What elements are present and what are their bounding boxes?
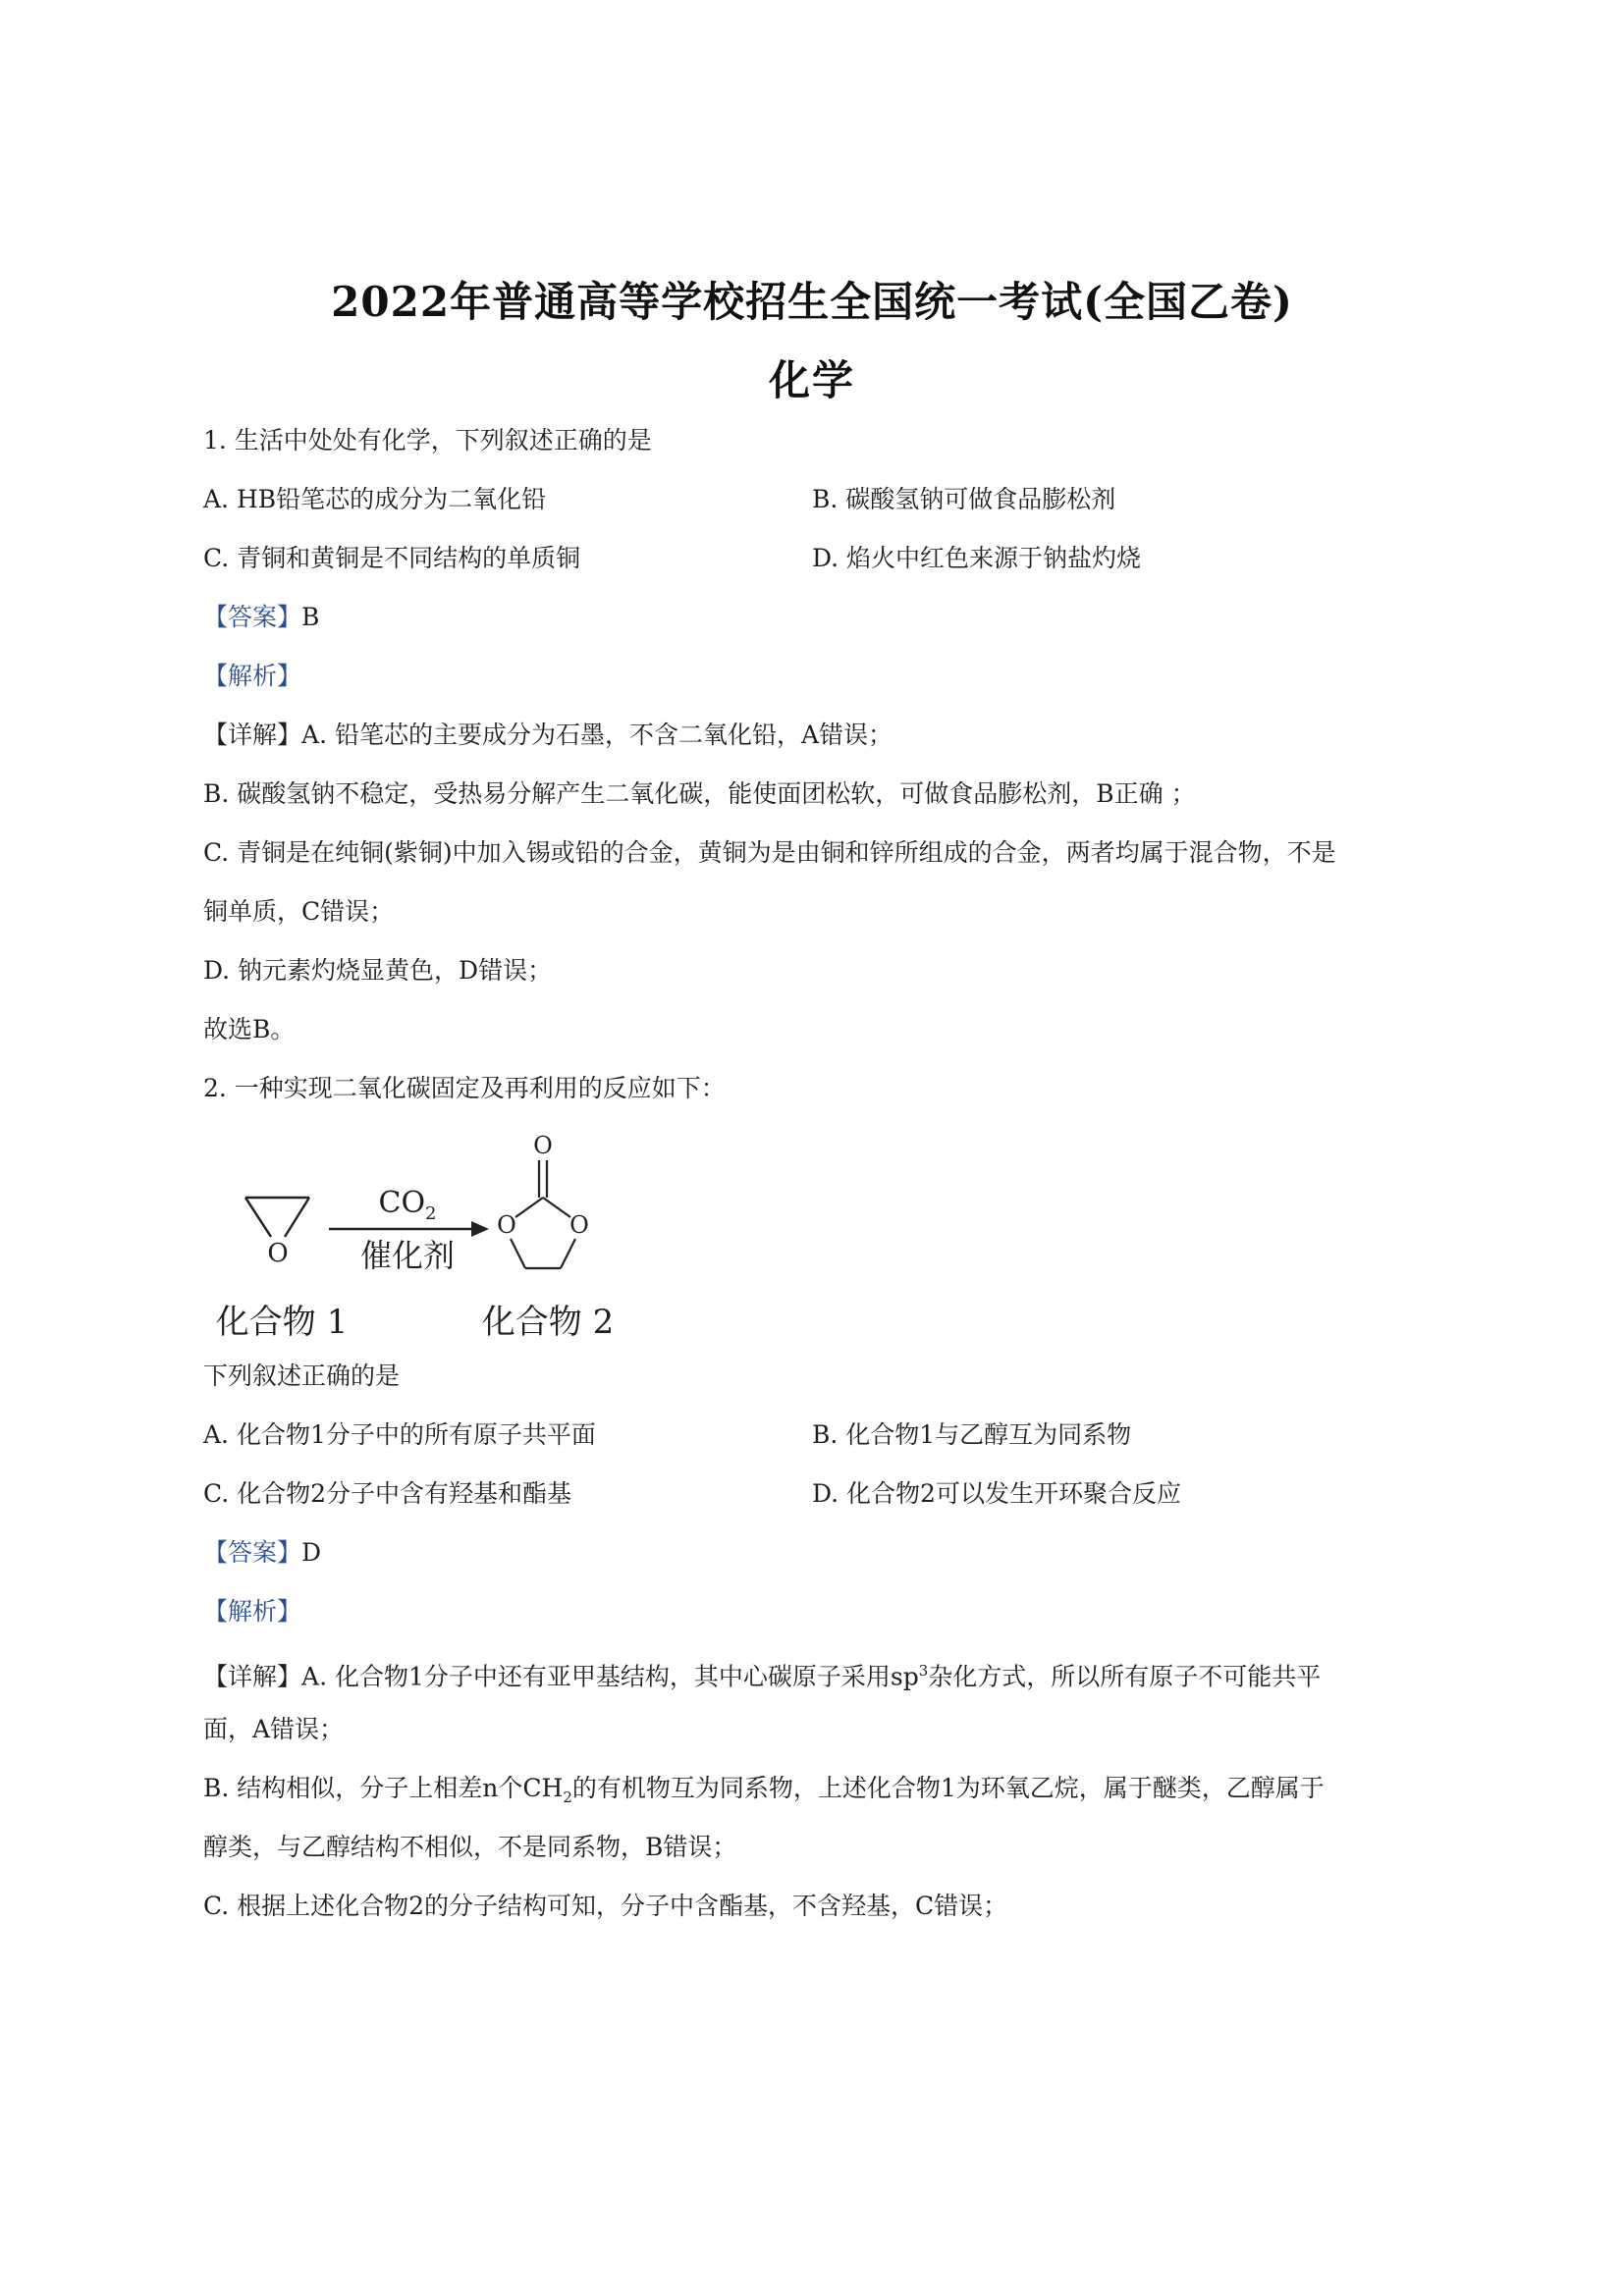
q1-answer [203, 601, 1431, 634]
ring-oxygen-left: O [497, 1211, 516, 1239]
detail-tag: 【详解】 [203, 1662, 302, 1691]
detail-text: A. 铅笔芯的主要成分为石墨，不含二氧化铅，A错误； [301, 721, 893, 749]
q2-option-b: B. 化合物1与乙醇互为同系物 [812, 1420, 1132, 1449]
subscript: 2 [563, 1789, 572, 1806]
carbonyl-oxygen: O [533, 1132, 553, 1159]
q2-detail-b2: 醇类，与乙醇结构不相似，不是同系物，B错误； [203, 1833, 737, 1861]
answer-value: B [301, 603, 320, 631]
q2-stem: 2. 一种实现二氧化碳固定及再利用的反应如下： [203, 1074, 726, 1102]
detail-text: B. 结构相似，分子上相差n个CH [203, 1774, 564, 1802]
compound2-label: 化合物 2 [481, 1303, 615, 1342]
compound1-oxygen: O [267, 1239, 289, 1268]
q2-option-a: A. 化合物1分子中的所有原子共平面 [203, 1420, 596, 1449]
q2-detail-b1 [203, 1772, 1431, 1814]
q1-detail-c2: 铜单质，C错误； [203, 897, 395, 926]
detail-text: 的有机物互为同系物，上述化合物1为环氧乙烷，属于醚类，乙醇属于 [571, 1774, 1325, 1802]
answer-tag: 【答案】 [203, 603, 302, 631]
q1-option-d: D. 焰火中红色来源于钠盐灼烧 [812, 544, 1142, 572]
compound2-structure [497, 1132, 589, 1268]
exam-title: 2022年普通高等学校招生全国统一考试(全国乙卷) [331, 278, 1293, 326]
q1-detail-b: B. 碳酸氢钠不稳定，受热易分解产生二氧化碳，能使面团松软，可做食品膨松剂，B正确 ； [203, 779, 1196, 808]
detail-text: 杂化方式，所以所有原子不可能共平 [928, 1662, 1322, 1691]
reagent-label: $CO_2$ [378, 1186, 437, 1224]
superscript: 3 [918, 1662, 929, 1680]
reaction-diagram [196, 1119, 746, 1355]
q1-detail-d: D. 钠元素灼烧显黄色，D错误； [203, 956, 553, 985]
subject-title: 化学 [768, 356, 855, 404]
reaction-arrow [329, 1221, 489, 1237]
q1-option-b: B. 碳酸氢钠可做食品膨松剂 [812, 485, 1116, 513]
q1-detail-c1: C. 青铜是在纯铜(紫铜)中加入锡或铅的合金，黄铜为是由铜和锌所组成的合金，两者均属于混合物，不是 [203, 838, 1336, 867]
compound1-structure [245, 1198, 309, 1268]
q1-conclusion: 故选B。 [203, 1015, 296, 1043]
answer-tag: 【答案】 [203, 1538, 302, 1567]
q1-stem: 1. 生活中处处有化学，下列叙述正确的是 [203, 426, 652, 454]
q2-analysis-tag: 【解析】 [203, 1597, 302, 1626]
detail-tag: 【详解】 [203, 721, 302, 749]
q2-detail-a1 [203, 1654, 1431, 1693]
q1-analysis-tag: 【解析】 [203, 662, 302, 690]
q1-option-c: C. 青铜和黄铜是不同结构的单质铜 [203, 544, 581, 572]
ring-oxygen-right: O [569, 1211, 589, 1239]
q2-option-d: D. 化合物2可以发生开环聚合反应 [812, 1479, 1181, 1508]
q2-detail-a2: 面，A错误； [203, 1715, 345, 1743]
detail-text: A. 化合物1分子中还有亚甲基结构，其中心碳原子采用sp [301, 1662, 919, 1691]
q2-question: 下列叙述正确的是 [203, 1362, 401, 1390]
q1-detail-a [203, 719, 1431, 752]
q2-detail-c: C. 根据上述化合物2的分子结构可知，分子中含酯基，不含羟基，C错误； [203, 1892, 1008, 1920]
q2-answer [203, 1536, 1431, 1570]
q2-option-c: C. 化合物2分子中含有羟基和酯基 [203, 1479, 572, 1508]
answer-value: D [301, 1538, 322, 1567]
q1-option-a: A. HB铅笔芯的成分为二氧化铅 [203, 485, 547, 513]
compound1-label: 化合物 1 [215, 1303, 349, 1342]
catalyst-label: 催化剂 [359, 1237, 456, 1274]
